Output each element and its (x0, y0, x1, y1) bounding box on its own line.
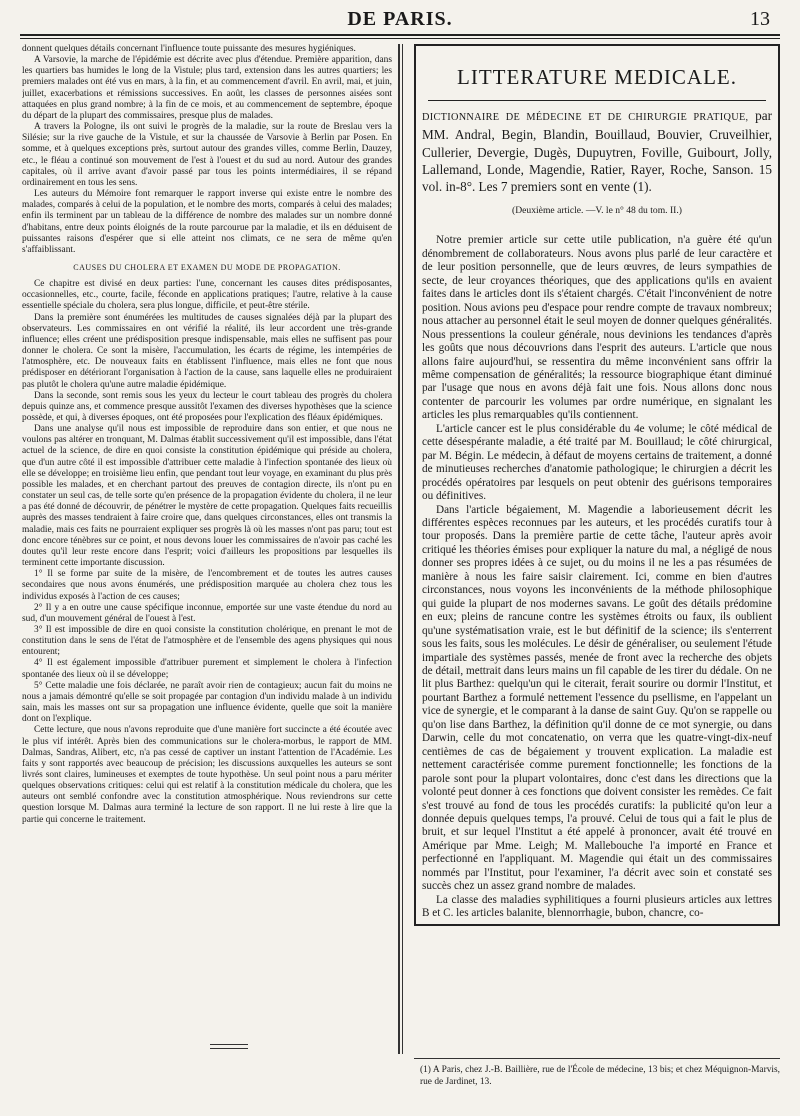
book-entry (422, 107, 772, 195)
left-paragraph: Dans une analyse qu'il nous est impossible de reproduire dans son entier, et que nous ne voulons pas altérer en tronquant, M. Dalmas établit successivement qu'il est impossible, dans l'état actuel de la science, de dire en quoi consiste la constitution épidémique qui préside au cholera, que d'un autre côté il est impossible d'attribuer cette maladie à l'infection spontanée des lieux où elle se développe; en troisième lieu enfin, que pendant tout leur voyage, en examinant du plus près possible les malades, et en cherchant partout des preuves de contagion directe, ils n'ont pu en constater un seul cas, de telle sorte qu'en présence de la propagation évidente du cholera, il ne leur a pas été donné de découvrir, de pénétrer le mystère de cette propagation. Quelques faits recueillis auprès des masses tendraient à faire croire que, dans quelques circonstances, elles ont transmis la maladie, mais ces faits ne pourraient expliquer ses progrès là où les masses n'ont pas paru; tout est donc encore ténèbres sur ce point, et nous devons louer les commissaires de n'avoir pas caché les doutes qu'il leur reste encore dans l'esprit; voici d'ailleurs les propositions par lesquelles ils terminent cette importante discussion. (22, 424, 392, 569)
left-paragraph: A Varsovie, la marche de l'épidémie est décrite avec plus d'étendue. Première apparition, dans les quartiers bas humides le long de la Vistule; plus tard, extension dans les autres quartiers; les premiers malades ont été vus en mars, à la fin, et au commencement d'avril. En avril, mai, et juin, juillet, exacerbations et rémissions successives. En août, les classes de personnes aisées sont attaquées en plus grand nombre; à la fin de ce mois, et au commencement de septembre, époque du départ de la plupart des commissaires, presque plus de malades. (22, 55, 392, 121)
article-paragraph: La classe des maladies syphilitiques a fourni plusieurs articles aux lettres B et C. les articles balanite, blennorrhagie, bubon, chancre, co- (422, 893, 772, 920)
proposition-item: 5° Cette maladie une fois déclarée, ne paraît avoir rien de contagieux; aucun fait du moins ne nous a jamais démontré qu'elle se soit propagée par contagion d'un individu malade à un individu sain, mais les masses ont sur sa propagation une influence évidente, quelle que soit la manière dont on l'explique. (22, 680, 392, 725)
left-paragraph: Les auteurs du Mémoire font remarquer le rapport inverse qui existe entre le nombre des malades, comparés à celui de la population, et le nombre des morts, comparés à celui des malades; enfin ils terminent par un tableau de la différence de nombre des malades sur un nombre donné d'habitans, entre deux points éloignés de la route parcourue par la maladie, et ils en déduisent de puissantes raisons d'espérer que si elle atteint nos climats, ce ne sera de même qu'en s'affaiblissant. (22, 189, 392, 255)
right-column (414, 44, 780, 1054)
proposition-item: 1° Il se forme par suite de la misère, de l'encombrement et de toutes les autres causes secondaires que nous avons énumérés, une prédisposition marquée au cholera chez tous les individus exposés à l'action de ces causes; (22, 569, 392, 602)
end-rule (210, 1044, 248, 1045)
column-divider (398, 44, 400, 1054)
page-header (20, 8, 780, 34)
book-authors: par MM. Andral, Begin, Blandin, Bouillaud, Bouvier, Cruveilhier, Cullerier, Devergie, Dugès, Dupuytren, Foville, Guibourt, Jolly, Lallemand, Londe, Magendie, Ratier, Rayer, Roche, Sanson. 15 vol. in-8°. Les 7 premiers sont en vente (1). (422, 108, 773, 195)
left-paragraph: Ce chapitre est divisé en deux parties: l'une, concernant les causes dites prédisposantes, occasionnelles, etc., courte, facile, féconde en applications pratiques; l'autre, relative à la cause essentielle spéciale du cholera, sera plus longue, difficile, et peut-être stérile. (22, 279, 392, 312)
column-divider-thin (402, 44, 403, 1054)
section-heading-causes: CAUSES DU CHOLERA ET EXAMEN DU MODE DE PROPAGATION. (73, 262, 341, 272)
footnote-rule (414, 1058, 780, 1059)
proposition-item: 2° Il y a en outre une cause spécifique inconnue, emportée sur une vaste étendue du nord au sud, d'un mouvement général de l'ouest à l'est. (22, 602, 392, 624)
proposition-item: 4° Il est également impossible d'attribuer purement et simplement le cholera à l'infection spontanée des lieux où il se développe; (22, 658, 392, 680)
header-rule (20, 34, 780, 36)
left-paragraph: Cette lecture, que nous n'avons reproduite que d'une manière fort succincte a été écoutée avec le plus vif intérêt. Après bien des communications sur le cholera-morbus, le rapport de MM. Dalmas, Sandras, Alibert, etc, n'a pas cessé de captiver un instant l'attention de l'Académie. Les faits y sont rapportés avec beaucoup de précision; les discussions auxquelles les auteurs se sont livrés sont claires, lumineuses et exemptes de toute hypothèse. Un seul point nous a paru mériter quelques observations critiques: celui qui est relatif à la constitution médicale du cholera, que les auteurs ont semblé confondre avec la constitution atmosphérique. Nous reviendrons sur cette question lorsque M. Dalmas aura terminé la lecture de son rapport. Il ne lui reste à lire que la partie qui concerne le traitement. (22, 725, 392, 825)
page-number: 13 (750, 8, 770, 30)
left-paragraph: donnent quelques détails concernant l'influence toute puissante des mesures hygiéniques. (22, 44, 356, 54)
left-paragraph: Dans la première sont énumérées les multitudes de causes signalées déjà par la plupart des observateurs. Les commissaires en ont vérifié la réalité, ils leur accordent une très-grande influence; elles créent une prédisposition presque indispensable, mais elles ne suffisent pas pour donner le cholera. Ce sont la misère, l'accumulation, les écarts de régime, les intempéries de l'atmosphère, etc. De nouveaux faits en établissent l'influence, mais elles ne font que nous prédisposer en détériorant l'organisation à l'action de la cause, sans laquelle elles ne produiraient pas plutôt le cholera qu'une autre maladie épidémique. (22, 312, 392, 390)
end-rule-second (210, 1048, 248, 1049)
left-paragraph: Dans la seconde, sont remis sous les yeux du lecteur le court tableau des progrès du cholera depuis quinze ans, et commence presque aussitôt l'examen des diverses hypothèses que la science possède, et qui, à diverses époques, ont été proposées pour l'explication des fléaux épidémiques. (22, 390, 392, 423)
article-paragraph: Notre premier article sur cette utile publication, n'a guère été qu'un dénombrement de collaborateurs. Nous avons plus parlé de leur caractère et de leur position personnelle, que de leurs œuvres, de leurs sympathies de secte, de leur croyances théoriques, que des applications qu'ils en avaient faites dans le articles dont ils s'étaient chargés. C'était l'inconvénient de notre position. Nous avions peu d'espace pour rendre compte de travaux nombreux; nous attacher au personnel était le seul moyen de donner quelques généralités. Nous pressentions la couleur générale, nous devinions les tendances d'après les goûts que nous découvrions dans l'esprit des auteurs. L'article que nous allons faire aujourd'hui, se ressentira du même inconvénient sans offrir la même compensation de généralités; la ressource biographique étant diminué par l'usage que nous en avons déjà fait une fois. Nous allons donc nous contenter de parcourir les volumes par ordre numérique, en signalant les articles les plus remarquables qu'ils contiennent. (422, 234, 772, 422)
proposition-item: 3° Il est impossible de dire en quoi consiste la constitution cholérique, en prenant le mot de constitution dans le sens de l'état de l'atmosphère et de l'ensemble des agens physiques qui nous entourent; (22, 624, 392, 658)
left-column (22, 44, 392, 1044)
running-title: DE PARIS. (347, 8, 453, 30)
literature-section-box (414, 44, 780, 926)
article-paragraph: Dans l'article bégaiement, M. Magendie a laborieusement décrit les différentes espèces reconnues par les auteurs, et les procédés curatifs tour à tour proposés. Dans la première partie de cette tâche, l'auteur après avoir critiqué les théories émises pour expliquer la nature du mal, a négligé de nous donner ses propres idées à ce sujet, ou du moins il ne les a pas résumées de manière à nous les faire saisir clairement. Ici, comme en bien d'autres circonstances, nous voyons les inconvénients de la méthode philosophique qui guide la plupart de nos modernes savans. Le goût des détails prédomine en eux; pleins de rancune contre les systèmes étroits ou faux, ils oublient qu'une systématisation vraie, est le but définitif de la science; ils s'enterrent sous les faits, sous les molécules. Le désir de généraliser, ou seulement l'étude impartiale des systèmes passés, menée de front avec la recherche des objets de détail, mettrait dans leurs mains un fil capable de les tirer du dédale. On ne lit plus Barthez: quelqu'un qui le citerait, ferait sourire ou dormir l'Institut, et pourtant Barthez a formulé nettement l'essence du psellisme, en l'appelant un vice de synergie, et le comparant à la danse de saint Guy. Qu'on se rappelle ou qu'on lise dans Barthez, la définition qu'il donne de ce mot synergie, ou dans Darwin, celle du mot concatenatio, on verra que les quatre-vingt-dix-neuf centièmes de cas de bégaiement y trouvent explication. La maladie est nettement caractérisée comme purement fonctionnelle; les fonctions de la parole sont pour la plupart volontaires, donc c'est dans les directions que la volonté peut donner à ces fonctions que doivent consister les remèdes. Ce fait s'est trouvé au fond de tous les procédés curatifs: la publicité qu'on leur a donnée depuis quelques temps, l'a prouvé. Celui de tous qui a fait le plus de bruit, et sur lequel l'Institut a été appelé à prononcer, avait été trouvé en Amérique par Mme. Leigh; M. Mallebouche l'a importé en France et perfectionné en l'appliquant. M. Magendie qui était un des commissaires nommés par l'Institut, pour l'examiner, l'a décrit avec soin et constaté ses succès chez un assez grand nombre de malades. (422, 503, 772, 893)
article-note: (Deuxième article. —V. le n° 48 du tom. II.) (512, 205, 682, 217)
section-title-litterature: LITTERATURE MEDICALE. (428, 51, 766, 101)
header-rule-thin (20, 38, 780, 39)
book-title: DICTIONNAIRE DE MÉDECINE ET DE CHIRURGIE PRATIQUE, (422, 112, 749, 123)
article-paragraph: L'article cancer est le plus considérable du 4e volume; le côté médical de cette désespérante maladie, a été traité par M. Bouillaud; le côté chirurgical, par M. Bégin. Le médecin, à défaut de moyens certains de traitement, a donné de minutieuses recherches d'anatomie pathologique; le chirurgien a décrit les procédés opératoires par lesquels on peut obtenir des guérisons temporaires ou définitives. (422, 422, 772, 503)
left-paragraph: A travers la Pologne, ils ont suivi le progrès de la maladie, sur la route de Breslau vers la Silésie; sur la rive gauche de la Vistule, et sur la chaussée de Varsovie à Berlin par Posen. En somme, et à quelques exceptions près, surtout autour des grandes villes, comme Berlin, Dauzey, etc., le fléau a continué son mouvement de l'est à l'ouest et du sud au nord. Autour des grandes capitales, où il arrive avant d'avoir passé par tous les points intermédiaires, il se répand ordinairement en tous les sens. (22, 122, 392, 188)
article-body (422, 234, 772, 920)
footnote: (1) A Paris, chez J.-B. Baillière, rue de l'École de médecine, 13 bis; et chez Méquignon-Marvis, rue de Jardinet, 13. (420, 1065, 780, 1087)
